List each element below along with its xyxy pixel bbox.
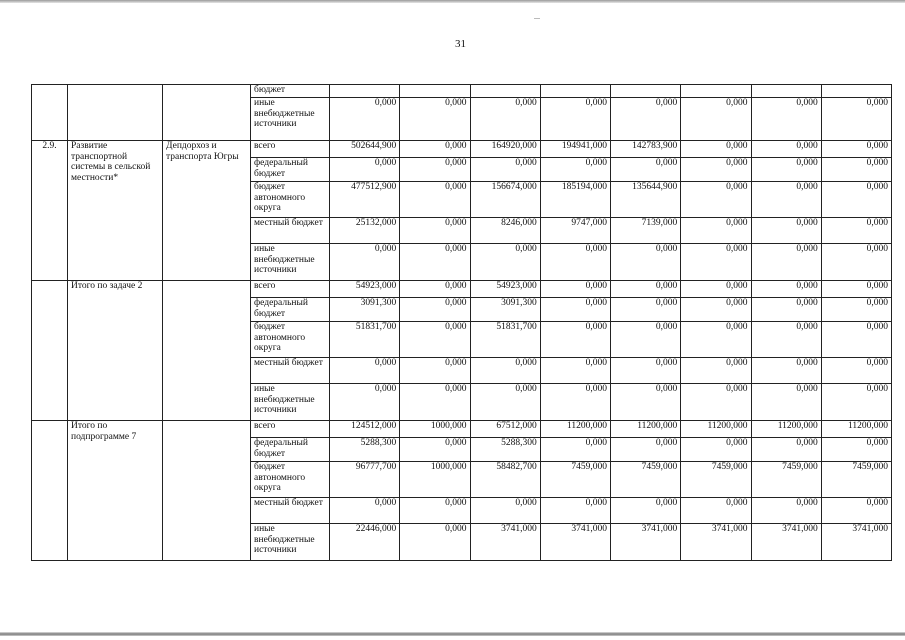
scan-mark [534, 18, 540, 19]
amount-cell: 0,000 [611, 158, 681, 182]
amount-cell: 0,000 [821, 98, 891, 141]
funding-source: всего [251, 421, 330, 438]
amount-cell: 0,000 [611, 498, 681, 524]
amount-cell: 0,000 [751, 141, 821, 158]
amount-cell: 0,000 [751, 281, 821, 298]
amount-cell: 0,000 [400, 384, 470, 421]
amount-cell: 0,000 [611, 322, 681, 358]
amount-cell: 3091,300 [330, 298, 400, 322]
row-name [68, 85, 163, 141]
amount-cell: 0,000 [540, 244, 610, 281]
amount-cell: 8246,000 [470, 218, 540, 244]
amount-cell: 0,000 [540, 158, 610, 182]
amount-cell: 0,000 [400, 218, 470, 244]
row-executor [163, 281, 251, 421]
amount-cell: 25132,000 [330, 218, 400, 244]
amount-cell: 0,000 [611, 244, 681, 281]
amount-cell: 0,000 [330, 384, 400, 421]
amount-cell: 185194,000 [540, 182, 610, 218]
amount-cell: 0,000 [681, 182, 751, 218]
amount-cell: 0,000 [400, 281, 470, 298]
row-executor [163, 421, 251, 561]
amount-cell: 51831,700 [470, 322, 540, 358]
amount-cell: 0,000 [611, 384, 681, 421]
funding-source: иные внебюджетные источники [251, 384, 330, 421]
amount-cell: 0,000 [751, 182, 821, 218]
amount-cell: 0,000 [540, 358, 610, 384]
amount-cell: 0,000 [400, 158, 470, 182]
amount-cell: 0,000 [681, 438, 751, 462]
amount-cell [540, 85, 610, 98]
amount-cell: 0,000 [681, 322, 751, 358]
amount-cell: 0,000 [681, 218, 751, 244]
amount-cell: 7459,000 [540, 462, 610, 498]
amount-cell: 0,000 [400, 182, 470, 218]
amount-cell: 0,000 [330, 498, 400, 524]
table-row [32, 141, 892, 158]
amount-cell: 11200,000 [540, 421, 610, 438]
amount-cell: 0,000 [611, 298, 681, 322]
amount-cell: 11200,000 [681, 421, 751, 438]
funding-source: бюджет [251, 85, 330, 98]
amount-cell: 54923,000 [330, 281, 400, 298]
amount-cell: 5288,300 [330, 438, 400, 462]
amount-cell: 7459,000 [751, 462, 821, 498]
amount-cell: 0,000 [681, 141, 751, 158]
amount-cell: 0,000 [400, 141, 470, 158]
amount-cell: 0,000 [681, 358, 751, 384]
amount-cell: 0,000 [751, 158, 821, 182]
amount-cell: 0,000 [751, 298, 821, 322]
amount-cell: 22446,000 [330, 524, 400, 561]
amount-cell: 0,000 [681, 498, 751, 524]
amount-cell: 7459,000 [611, 462, 681, 498]
amount-cell: 0,000 [540, 322, 610, 358]
amount-cell: 0,000 [540, 281, 610, 298]
amount-cell: 0,000 [400, 322, 470, 358]
amount-cell [681, 85, 751, 98]
table-row [32, 85, 892, 98]
amount-cell: 0,000 [330, 244, 400, 281]
funding-source: федеральный бюджет [251, 158, 330, 182]
amount-cell: 54923,000 [470, 281, 540, 298]
amount-cell: 0,000 [400, 498, 470, 524]
amount-cell: 7139,000 [611, 218, 681, 244]
amount-cell: 0,000 [681, 244, 751, 281]
scan-bottom-edge [0, 632, 905, 636]
funding-source: иные внебюджетные источники [251, 244, 330, 281]
amount-cell: 0,000 [821, 218, 891, 244]
row-executor: Депдорхоз и транспорта Югры [163, 141, 251, 281]
amount-cell: 51831,700 [330, 322, 400, 358]
scan-top-edge [0, 0, 905, 3]
funding-source: всего [251, 141, 330, 158]
amount-cell: 502644,900 [330, 141, 400, 158]
funding-source: местный бюджет [251, 218, 330, 244]
amount-cell: 0,000 [681, 98, 751, 141]
amount-cell: 0,000 [330, 158, 400, 182]
amount-cell: 0,000 [470, 498, 540, 524]
amount-cell: 0,000 [540, 384, 610, 421]
amount-cell [611, 85, 681, 98]
amount-cell [751, 85, 821, 98]
amount-cell: 11200,000 [611, 421, 681, 438]
amount-cell: 0,000 [821, 322, 891, 358]
amount-cell: 0,000 [400, 358, 470, 384]
amount-cell: 0,000 [821, 281, 891, 298]
amount-cell: 0,000 [470, 384, 540, 421]
amount-cell: 0,000 [681, 281, 751, 298]
amount-cell: 0,000 [751, 244, 821, 281]
budget-table [31, 84, 892, 561]
funding-source: бюджет автономного округа [251, 182, 330, 218]
table-row [32, 281, 892, 298]
row-name: Итого по задаче 2 [68, 281, 163, 421]
row-code [32, 281, 68, 421]
amount-cell: 0,000 [611, 438, 681, 462]
amount-cell: 0,000 [821, 298, 891, 322]
amount-cell: 0,000 [751, 438, 821, 462]
row-executor [163, 85, 251, 141]
amount-cell: 3741,000 [540, 524, 610, 561]
row-code: 2.9. [32, 141, 68, 281]
amount-cell: 0,000 [470, 244, 540, 281]
amount-cell: 3091,300 [470, 298, 540, 322]
amount-cell: 0,000 [540, 438, 610, 462]
amount-cell: 0,000 [330, 98, 400, 141]
amount-cell: 135644,900 [611, 182, 681, 218]
amount-cell: 0,000 [611, 358, 681, 384]
row-name: Итого по подпрограмме 7 [68, 421, 163, 561]
amount-cell: 3741,000 [611, 524, 681, 561]
funding-source: местный бюджет [251, 358, 330, 384]
amount-cell: 194941,000 [540, 141, 610, 158]
amount-cell: 9747,000 [540, 218, 610, 244]
amount-cell: 0,000 [751, 498, 821, 524]
amount-cell: 0,000 [400, 244, 470, 281]
funding-source: федеральный бюджет [251, 298, 330, 322]
amount-cell: 0,000 [611, 281, 681, 298]
amount-cell: 11200,000 [751, 421, 821, 438]
row-name: Развитие транспортной системы в сельской местности* [68, 141, 163, 281]
funding-source: иные внебюджетные источники [251, 524, 330, 561]
amount-cell: 0,000 [821, 384, 891, 421]
amount-cell: 1000,000 [400, 421, 470, 438]
amount-cell: 3741,000 [681, 524, 751, 561]
amount-cell: 0,000 [681, 158, 751, 182]
amount-cell: 0,000 [400, 298, 470, 322]
amount-cell: 0,000 [821, 158, 891, 182]
funding-source: всего [251, 281, 330, 298]
amount-cell: 0,000 [540, 498, 610, 524]
amount-cell: 7459,000 [681, 462, 751, 498]
amount-cell: 7459,000 [821, 462, 891, 498]
amount-cell: 142783,900 [611, 141, 681, 158]
amount-cell: 0,000 [821, 498, 891, 524]
amount-cell [470, 85, 540, 98]
amount-cell: 0,000 [751, 322, 821, 358]
amount-cell: 0,000 [821, 358, 891, 384]
budget-table-body [32, 85, 892, 561]
amount-cell: 0,000 [751, 98, 821, 141]
amount-cell: 0,000 [330, 358, 400, 384]
amount-cell: 3741,000 [470, 524, 540, 561]
amount-cell: 0,000 [540, 298, 610, 322]
amount-cell [821, 85, 891, 98]
amount-cell: 0,000 [751, 218, 821, 244]
amount-cell: 477512,900 [330, 182, 400, 218]
amount-cell: 11200,000 [821, 421, 891, 438]
amount-cell: 67512,000 [470, 421, 540, 438]
amount-cell: 0,000 [821, 141, 891, 158]
amount-cell: 0,000 [751, 384, 821, 421]
page-number: 31 [455, 38, 466, 50]
amount-cell: 1000,000 [400, 462, 470, 498]
amount-cell: 96777,700 [330, 462, 400, 498]
funding-source: местный бюджет [251, 498, 330, 524]
funding-source: бюджет автономного округа [251, 462, 330, 498]
amount-cell: 3741,000 [821, 524, 891, 561]
amount-cell: 5288,300 [470, 438, 540, 462]
amount-cell: 0,000 [821, 438, 891, 462]
amount-cell: 0,000 [400, 524, 470, 561]
amount-cell: 0,000 [470, 98, 540, 141]
amount-cell: 0,000 [400, 438, 470, 462]
amount-cell: 0,000 [681, 384, 751, 421]
row-code [32, 421, 68, 561]
amount-cell: 164920,000 [470, 141, 540, 158]
amount-cell [330, 85, 400, 98]
amount-cell: 0,000 [821, 244, 891, 281]
amount-cell: 0,000 [821, 182, 891, 218]
amount-cell: 0,000 [611, 98, 681, 141]
table-row [32, 421, 892, 438]
amount-cell: 0,000 [681, 298, 751, 322]
row-code [32, 85, 68, 141]
funding-source: бюджет автономного округа [251, 322, 330, 358]
amount-cell: 58482,700 [470, 462, 540, 498]
amount-cell: 0,000 [470, 358, 540, 384]
amount-cell [400, 85, 470, 98]
amount-cell: 0,000 [751, 358, 821, 384]
amount-cell: 0,000 [400, 98, 470, 141]
amount-cell: 156674,000 [470, 182, 540, 218]
funding-source: иные внебюджетные источники [251, 98, 330, 141]
amount-cell: 0,000 [540, 98, 610, 141]
amount-cell: 124512,000 [330, 421, 400, 438]
funding-source: федеральный бюджет [251, 438, 330, 462]
amount-cell: 3741,000 [751, 524, 821, 561]
amount-cell: 0,000 [470, 158, 540, 182]
